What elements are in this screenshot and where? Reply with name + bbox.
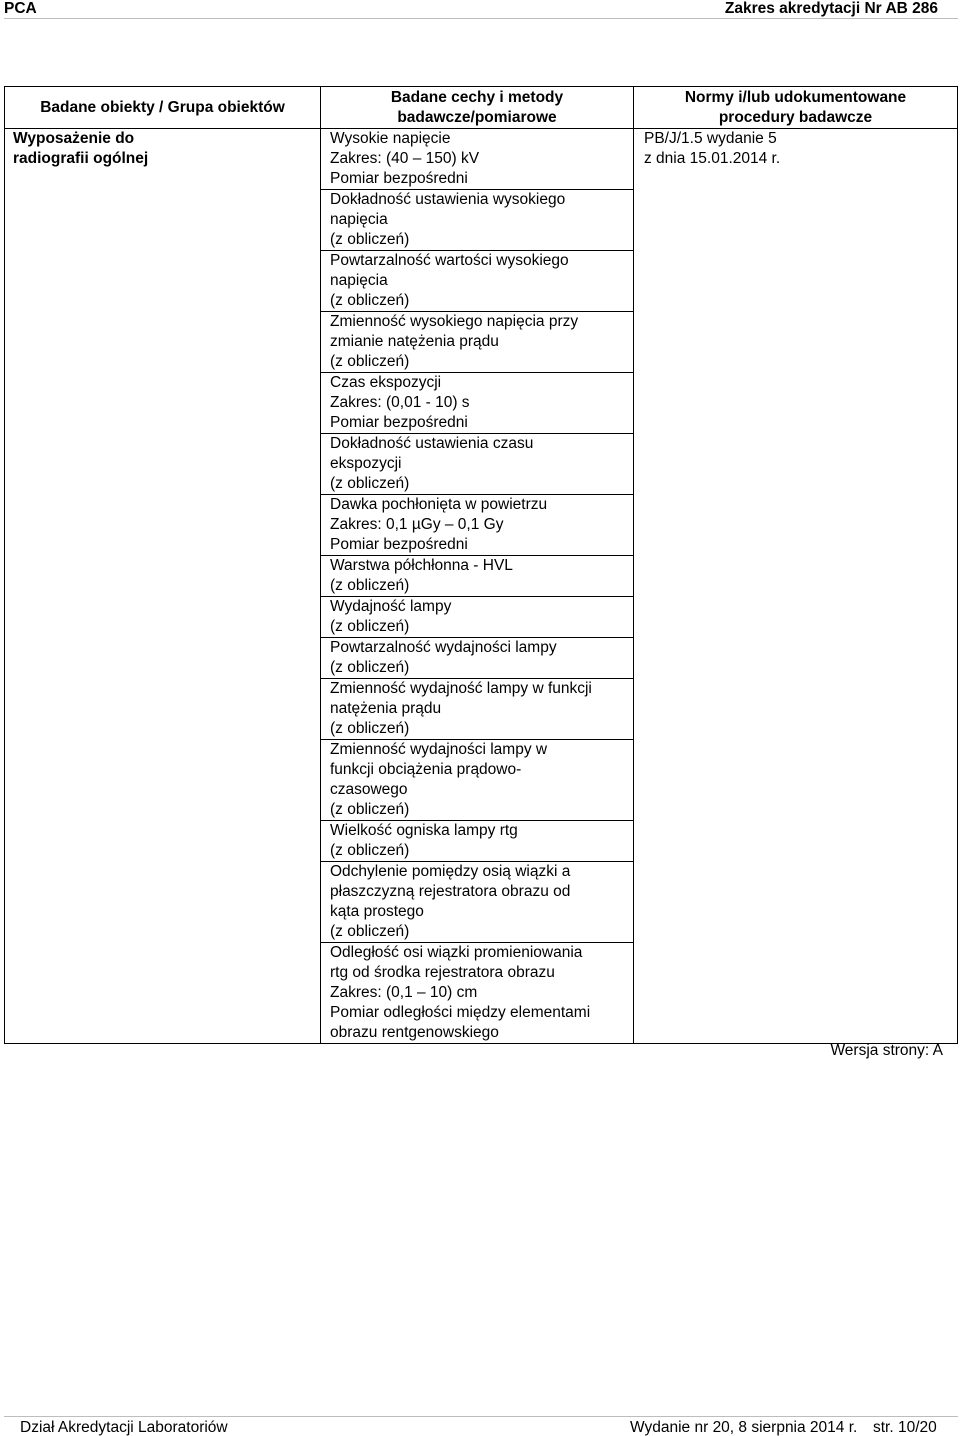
feature-row bbox=[321, 495, 633, 556]
header-objects-label: Badane obiekty / Grupa obiektów bbox=[40, 98, 285, 116]
feature-line: Pomiar bezpośredni bbox=[330, 170, 468, 187]
feature-line: kąta prostego bbox=[330, 903, 424, 920]
feature-line: (z obliczeń) bbox=[330, 801, 410, 818]
norm-line: PB/J/1.5 wydanie 5 bbox=[644, 130, 777, 147]
feature-line: Zmienność wydajność lampy w funkcji bbox=[330, 680, 592, 697]
feature-line: Pomiar bezpośredni bbox=[330, 414, 468, 431]
feature-line: natężenia prądu bbox=[330, 700, 442, 717]
feature-line: Wysokie napięcie bbox=[330, 130, 451, 147]
feature-line: (z obliczeń) bbox=[330, 923, 410, 940]
footer-edition: Wydanie nr 20, 8 sierpnia 2014 r. bbox=[630, 1419, 858, 1436]
feature-line: Zakres: (0,01 - 10) s bbox=[330, 394, 470, 411]
feature-line: Zmienność wysokiego napięcia przy bbox=[330, 313, 579, 330]
feature-line: (z obliczeń) bbox=[330, 659, 410, 676]
feature-row bbox=[321, 597, 633, 638]
features-column bbox=[321, 129, 634, 1043]
feature-line: Czas ekspozycji bbox=[330, 374, 442, 391]
feature-line: (z obliczeń) bbox=[330, 292, 410, 309]
feature-row bbox=[321, 251, 633, 312]
feature-line: funkcji obciążenia prądowo- bbox=[330, 761, 522, 778]
feature-line: Dokładność ustawienia wysokiego bbox=[330, 191, 566, 208]
feature-line: Odchylenie pomiędzy osią wiązki a bbox=[330, 863, 571, 880]
feature-row bbox=[321, 190, 633, 251]
feature-line: (z obliczeń) bbox=[330, 577, 410, 594]
feature-line: Odległość osi wiązki promieniowania bbox=[330, 944, 583, 961]
feature-row bbox=[321, 638, 633, 679]
object-group-line: Wyposażenie do bbox=[13, 130, 135, 147]
feature-line: (z obliczeń) bbox=[330, 475, 410, 492]
header-divider bbox=[4, 18, 958, 19]
feature-line: zmianie natężenia prądu bbox=[330, 333, 499, 350]
page-version: Wersja strony: A bbox=[830, 1042, 943, 1059]
object-group-line: radiografii ogólnej bbox=[13, 150, 149, 167]
table-header-row bbox=[5, 87, 957, 129]
header-norms-line: Normy i/lub udokumentowane bbox=[684, 88, 907, 106]
feature-row bbox=[321, 373, 633, 434]
table-body-row bbox=[5, 129, 957, 1043]
feature-line: rtg od środka rejestratora obrazu bbox=[330, 964, 555, 981]
feature-line: (z obliczeń) bbox=[330, 231, 410, 248]
feature-line: płaszczyzną rejestratora obrazu od bbox=[330, 883, 571, 900]
feature-row bbox=[321, 943, 633, 1043]
feature-line: Pomiar odległości między elementami bbox=[330, 1004, 591, 1021]
scope-table bbox=[4, 86, 958, 1044]
footer-divider bbox=[4, 1416, 958, 1417]
footer-page-number: str. 10/20 bbox=[873, 1419, 937, 1436]
feature-row bbox=[321, 821, 633, 862]
feature-line: Zakres: (40 – 150) kV bbox=[330, 150, 480, 167]
feature-row bbox=[321, 434, 633, 495]
feature-line: Dawka pochłonięta w powietrzu bbox=[330, 496, 548, 513]
feature-row bbox=[321, 679, 633, 740]
feature-line: Zmienność wydajności lampy w bbox=[330, 741, 548, 758]
header-features bbox=[321, 87, 634, 128]
feature-row bbox=[321, 129, 633, 190]
header-features-line: Badane cechy i metody bbox=[390, 88, 564, 106]
feature-line: Powtarzalność wartości wysokiego bbox=[330, 252, 569, 269]
feature-line: Zakres: (0,1 – 10) cm bbox=[330, 984, 478, 1001]
feature-line: obrazu rentgenowskiego bbox=[330, 1024, 499, 1041]
feature-line: Wielkość ogniska lampy rtg bbox=[330, 822, 518, 839]
feature-line: Warstwa półchłonna - HVL bbox=[330, 557, 513, 574]
header-organization: PCA bbox=[4, 0, 37, 17]
feature-line: (z obliczeń) bbox=[330, 353, 410, 370]
feature-row bbox=[321, 312, 633, 373]
feature-line: ekspozycji bbox=[330, 455, 402, 472]
feature-line: napięcia bbox=[330, 272, 388, 289]
header-norms bbox=[634, 87, 957, 128]
feature-row bbox=[321, 862, 633, 943]
feature-line: napięcia bbox=[330, 211, 388, 228]
norm-cell bbox=[634, 129, 957, 1043]
feature-row bbox=[321, 556, 633, 597]
header-norms-line: procedury badawcze bbox=[718, 108, 873, 126]
header-scope-title: Zakres akredytacji Nr AB 286 bbox=[724, 0, 938, 17]
feature-line: (z obliczeń) bbox=[330, 618, 410, 635]
feature-line: (z obliczeń) bbox=[330, 720, 410, 737]
feature-line: Pomiar bezpośredni bbox=[330, 536, 468, 553]
feature-line: (z obliczeń) bbox=[330, 842, 410, 859]
feature-line: Powtarzalność wydajności lampy bbox=[330, 639, 557, 656]
feature-line: Wydajność lampy bbox=[330, 598, 452, 615]
feature-line: Zakres: 0,1 µGy – 0,1 Gy bbox=[330, 516, 504, 533]
norm-line: z dnia 15.01.2014 r. bbox=[644, 150, 781, 167]
feature-line: czasowego bbox=[330, 781, 408, 798]
feature-row bbox=[321, 740, 633, 821]
object-group-cell bbox=[5, 129, 321, 1043]
header-objects bbox=[5, 87, 321, 128]
feature-line: Dokładność ustawienia czasu bbox=[330, 435, 534, 452]
header-features-line: badawcze/pomiarowe bbox=[397, 108, 557, 126]
footer-department: Dział Akredytacji Laboratoriów bbox=[20, 1419, 228, 1436]
